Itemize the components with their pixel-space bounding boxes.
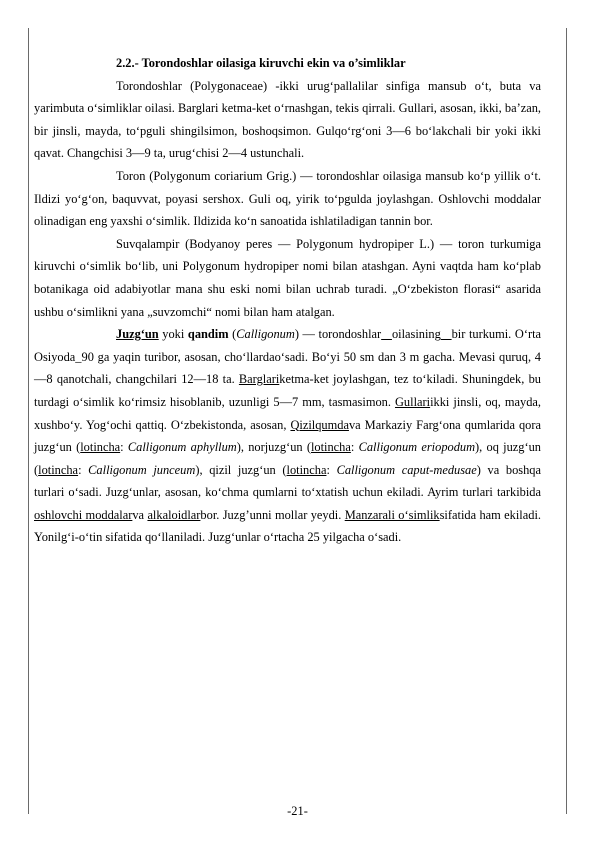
text-run: va Markaziy Farg‘ona qumlarida qora juzg‘un ( (34, 417, 541, 455)
text-run: ( (228, 327, 237, 342)
text-run: yoki (158, 327, 188, 342)
text-run: bor. Juzg’unni mollar yeydi. (200, 507, 345, 522)
text-run: oilasining (391, 327, 441, 342)
text-run: ketma-ket joylashgan, tez to‘kiladi. Shuningdek, bu turdagi o‘simlik ko‘rimsiz hisoblanib, uzunligi 5—7 mm, tasmasimon. (34, 372, 541, 409)
text-run: ), qizil juzg‘un ( (195, 462, 287, 477)
link-oshlovchi-moddalar[interactable]: oshlovchi moddalar (34, 507, 133, 522)
text-run: : (326, 462, 337, 477)
page-border-left (28, 28, 29, 814)
text-run: va (132, 507, 148, 522)
term-qandim: qandim (187, 327, 229, 342)
link-lotincha[interactable]: lotincha (80, 440, 121, 455)
link-lotincha[interactable]: lotincha (38, 462, 79, 477)
link-barglari[interactable]: Barglari (238, 372, 280, 387)
text-run: : (120, 440, 128, 455)
page-border-right (566, 28, 567, 814)
text-run: ) va boshqa turlari o‘sadi. Juzg‘unlar, asosan, ko‘chma qumlarni to‘xtatish uchun ekiladi. Ayrim turlari tarkibida (34, 462, 541, 500)
link-lotincha[interactable]: lotincha (310, 440, 351, 455)
link-gap (441, 327, 452, 341)
page-number: -21- (287, 804, 308, 818)
paragraph-toron: Toron (Polygonum coriarium Grig.) — torondoshlar oilasiga mansub ko‘p yillik o‘t. Ildizi yo‘g‘on, baquvvat, poyasi sershox. Guli oq, yirik to‘pgulda joylashgan. Oshlovchi moddalar olinadigan eng yaxshi o‘simlik. Ildizida ko‘n sanoatida ishlatiladigan tannin bor. (34, 168, 541, 229)
document-body (34, 46, 542, 549)
link-qizilqumda[interactable]: Qizilqumda (290, 417, 349, 432)
latin-name: Calligonum junceum (88, 462, 196, 477)
latin-name: Calligonum eriopodum (358, 440, 476, 455)
text-run: ), oq juzg‘un ( (34, 440, 542, 477)
section-heading: 2.2.- Torondoshlar oilasiga kiruvchi ekin va o’simliklar (116, 56, 406, 70)
paragraph-juzgun (34, 323, 541, 549)
text-run: : (350, 440, 359, 455)
paragraph-suvqalampir: Suvqalampir (Bodyanoy peres — Polygonum hydropiper L.) — toron turkumiga kiruvchi o‘simlik bo‘lib, uni Polygonum hydropiper nomi bilan atashgan. Ayni vaqtda ham ko‘plab botanikaga oid adabiyotlar mana shu eski nomi bilan uchrab turadi. „O‘zbekiston florasi“ asarida ushbu o‘simlikni yana „suvzomchi“ nomi bilan ham atalgan. (34, 236, 541, 319)
link-lotincha[interactable]: lotincha (286, 462, 327, 477)
latin-name: Calligonum caput-medusae (336, 462, 477, 477)
text-run: bir turkumi. O‘rta Osiyoda_90 ga yaqin turibor, asosan, cho‘llardao‘sadi. Bo‘yi 50 sm dan 3 m gacha. Mevasi quruq, 4—8 qanotchali, changchilari 12—18 ta. (34, 327, 542, 387)
paragraph-torondoshlar: Torondoshlar (Polygonaceae) -ikki urug‘pallalilar sinfiga mansub o‘t, buta va yarimbuta o‘simliklar oilasi. Barglari ketma-ket o‘rnashgan, tekis qirrali. Gullari, asosan, ikki, ba’zan, bir jinsli, mayda, to‘pguli shingilsimon, boshoqsimon. Gulqo‘rg‘oni 3—6 bo‘lakchali bir yoki ikki qavat. Changchisi 3—9 ta, urug‘chisi 2—4 ustunchali. (34, 78, 541, 161)
link-alkaloidlar[interactable]: alkaloidlar (147, 507, 201, 522)
latin-name: Calligonum (236, 327, 295, 342)
text-run: ikki jinsli, oq, mayda, xushbo‘y. Yog‘ochi qattiq. O‘zbekistonda, asosan, (34, 394, 541, 432)
text-run: ) — torondoshlar (294, 327, 382, 342)
link-manzarali-osimlik[interactable]: Manzarali o‘simlik (344, 507, 440, 522)
text-run: ), norjuzg‘un ( (236, 440, 311, 455)
link-gullari[interactable]: Gullari (394, 394, 431, 409)
text-run: : (78, 462, 89, 477)
term-juzgun: Juzg‘un (116, 327, 159, 342)
text-run: sifatida ham ekiladi. Yonilg‘i-o‘tin sifatida qo‘llaniladi. Juzg‘unlar o‘rtacha 25 yilgacha o‘sadi. (34, 507, 541, 545)
link-gap (381, 327, 392, 341)
latin-name: Calligonum aphyllum (127, 440, 237, 455)
